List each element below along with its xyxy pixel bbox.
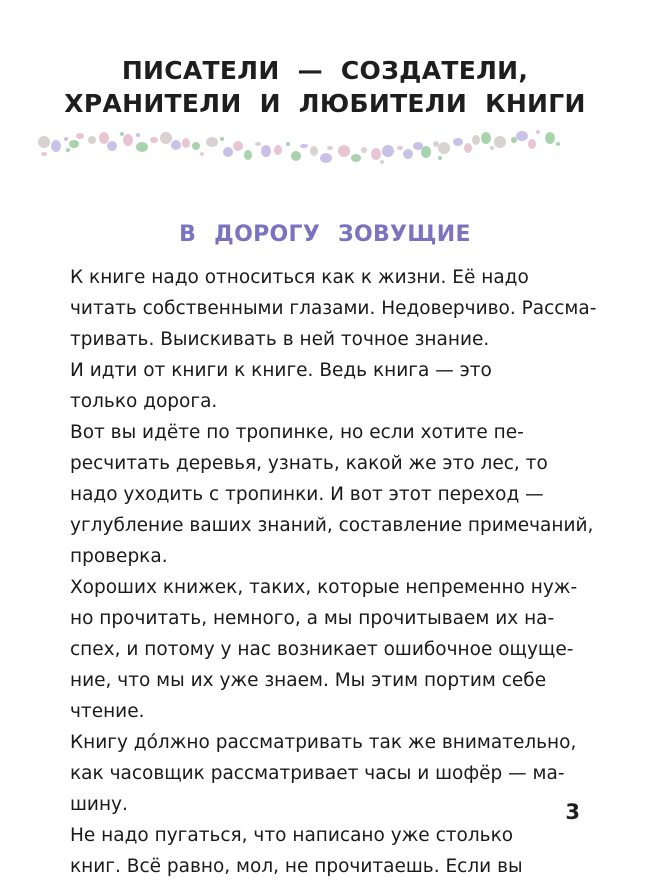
text-line: Хороших книжек, таких, которые непременно нуж- — [70, 577, 578, 598]
text-line: К книге надо относиться как к жизни. Её надо — [70, 267, 529, 288]
section-title: В ДОРОГУ ЗОВУЩИЕ — [179, 222, 471, 247]
article-body — [70, 262, 597, 882]
text-line: Книгу до́лжно рассматривать так же внимательно, — [70, 732, 577, 753]
text-line: Не надо пугаться, что написано уже столько — [70, 825, 514, 846]
text-line: чтение. — [70, 701, 145, 722]
text-line: Вот вы идёте по тропинке, но если хотите пе- — [70, 422, 524, 443]
paragraph — [70, 727, 580, 820]
paragraph — [70, 572, 580, 727]
text-line: спех, и потому у нас возникает ошибочное ощуще- — [70, 639, 574, 660]
text-line: книг. Всё равно, мол, не прочитаешь. Если вы — [70, 856, 523, 877]
text-line: углубление ваших знаний, составление примечаний, — [70, 515, 594, 536]
text-line: ресчитать деревья, узнать, какой же это лес, то — [70, 453, 548, 474]
text-line: как часовщик рассматривает часы и шофёр — ма- — [70, 763, 565, 784]
text-line: но прочитать, немного, а мы прочитываем их на- — [70, 608, 555, 629]
text-line: И идти от книги к книге. Ведь книга — это — [70, 360, 492, 381]
page-number: 3 — [565, 800, 580, 824]
page-title-line-2: ХРАНИТЕЛИ И ЛЮБИТЕЛИ КНИГИ — [64, 89, 586, 118]
paragraph — [70, 417, 594, 572]
paragraph — [70, 820, 580, 882]
page-title-line-1: ПИСАТЕЛИ — СОЗДАТЕЛИ, — [121, 56, 529, 85]
pebble-divider-decoration — [30, 118, 620, 164]
text-line: ние, что мы их уже знаем. Мы этим портим себе — [70, 670, 547, 691]
paragraph — [70, 355, 580, 417]
text-line: надо уходить с тропинки. И вот этот переход — — [70, 484, 544, 505]
paragraph — [70, 262, 597, 355]
text-line: читать собственными глазами. Недоверчиво. Рассма- — [70, 298, 597, 319]
text-line: только дорога. — [70, 391, 218, 412]
text-line: проверка. — [70, 546, 168, 567]
text-line: тривать. Выискивать в ней точное знание. — [70, 329, 490, 350]
text-line: шину. — [70, 794, 128, 815]
